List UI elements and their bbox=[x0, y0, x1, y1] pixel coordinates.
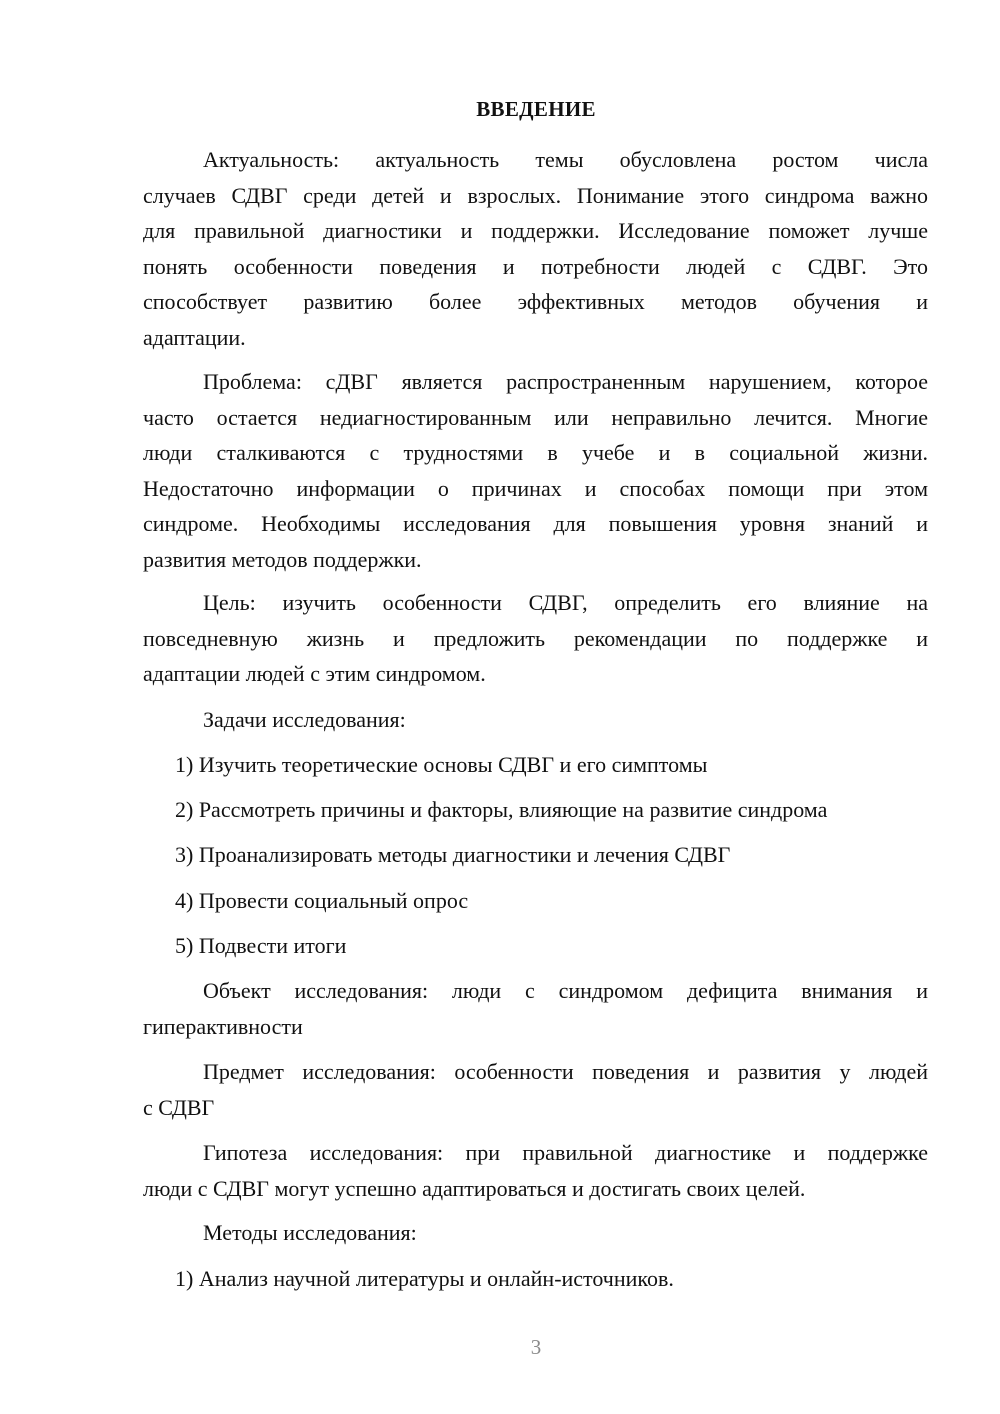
text-line: для правильной диагностики и поддержки. Исследование поможет лучше bbox=[143, 218, 928, 243]
text-line: люди сталкиваются с трудностями в учебе и в социальной жизни. bbox=[143, 440, 928, 465]
methods-heading: Методы исследования: bbox=[203, 1220, 417, 1245]
text-line: Актуальность: актуальность темы обусловлена ростом числа bbox=[203, 147, 928, 172]
text-line: повседневную жизнь и предложить рекомендации по поддержке и bbox=[143, 625, 928, 651]
text-line: способствует развитию более эффективных методов обучения и bbox=[143, 289, 928, 314]
paragraph-object bbox=[143, 973, 928, 1044]
text-line: Недостаточно информации о причинах и способах помощи при этом bbox=[143, 475, 928, 501]
paragraph-goal bbox=[143, 585, 928, 692]
paragraph-hypothesis bbox=[143, 1135, 928, 1206]
text-line: Предмет исследования: особенности поведения и развития у людей bbox=[203, 1059, 928, 1084]
text-line: понять особенности поведения и потребности людей с СДВГ. Это bbox=[143, 253, 928, 279]
tasks-heading: Задачи исследования: bbox=[203, 707, 406, 732]
task-item: 5) Подвести итоги bbox=[175, 933, 347, 958]
text-line: Проблема: сДВГ является распространенным нарушением, которое bbox=[203, 369, 928, 394]
text-line: гиперактивности bbox=[143, 1013, 303, 1039]
task-item: 4) Провести социальный опрос bbox=[175, 888, 469, 913]
text-line: Цель: изучить особенности СДВГ, определить его влияние на bbox=[203, 590, 928, 615]
task-item: 1) Изучить теоретические основы СДВГ и его симптомы bbox=[175, 752, 708, 777]
text-line: люди с СДВГ могут успешно адаптироваться и достигать своих целей. bbox=[143, 1175, 806, 1201]
section-heading: ВВЕДЕНИЕ bbox=[476, 97, 596, 121]
method-item: 1) Анализ научной литературы и онлайн-источников. bbox=[175, 1266, 674, 1291]
paragraph-subject bbox=[143, 1054, 928, 1125]
text-line: адаптации людей с этим синдромом. bbox=[143, 661, 486, 686]
text-line: с СДВГ bbox=[143, 1094, 215, 1120]
text-line: часто остается недиагностированным или неправильно лечится. Многие bbox=[143, 404, 928, 430]
paragraph-relevance bbox=[143, 142, 928, 355]
task-item: 3) Проанализировать методы диагностики и лечения СДВГ bbox=[175, 842, 731, 867]
page-number: 3 bbox=[530, 1335, 542, 1359]
paragraph-problem bbox=[143, 364, 928, 577]
task-item: 2) Рассмотреть причины и факторы, влияющие на развитие синдрома bbox=[175, 797, 828, 822]
text-line: случаев СДВГ среди детей и взрослых. Понимание этого синдрома важно bbox=[143, 182, 928, 208]
text-line: синдроме. Необходимы исследования для повышения уровня знаний и bbox=[143, 511, 928, 536]
text-line: развития методов поддержки. bbox=[143, 546, 422, 572]
text-line: Гипотеза исследования: при правильной диагностике и поддержке bbox=[203, 1140, 928, 1165]
text-line: Объект исследования: люди с синдромом дефицита внимания и bbox=[203, 978, 928, 1003]
text-line: адаптации. bbox=[143, 324, 246, 350]
